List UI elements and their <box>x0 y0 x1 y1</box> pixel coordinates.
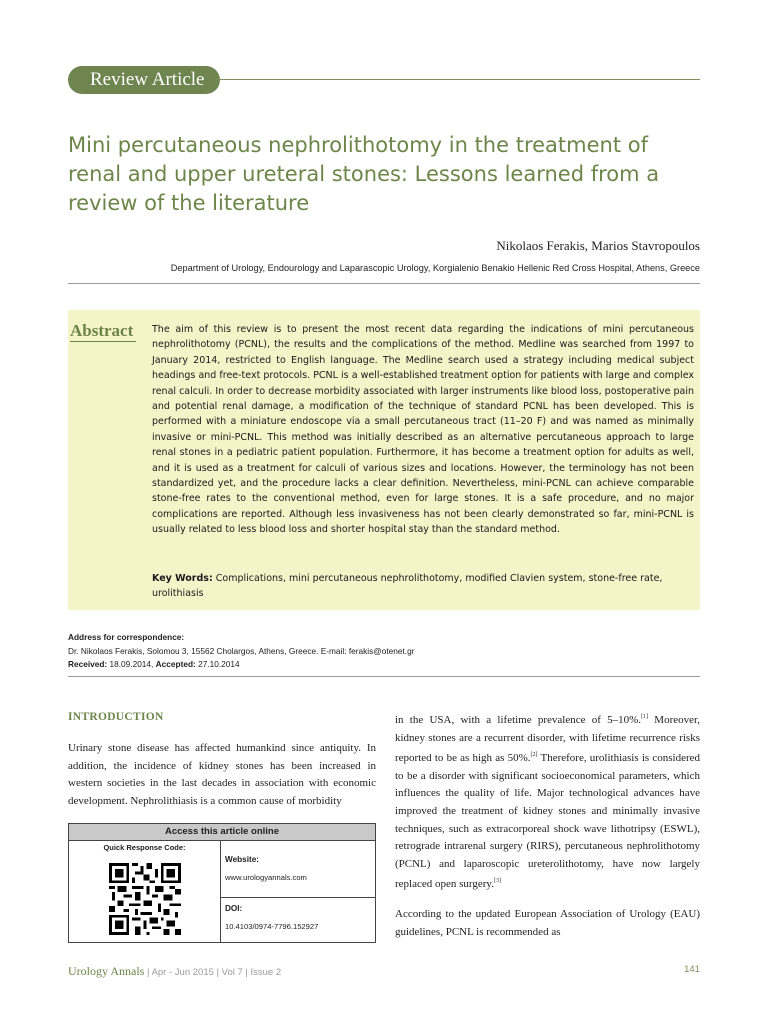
article-type-banner: Review Article <box>68 66 220 94</box>
correspondence <box>68 631 700 672</box>
citation[interactable]: [3] <box>493 878 501 885</box>
citation[interactable]: [2] <box>530 752 538 759</box>
banner-rule <box>216 79 700 80</box>
section-heading: INTRODUCTION <box>68 711 164 723</box>
received-date: 18.09.2014, <box>109 659 154 669</box>
text-span: Therefore, urolithiasis is considered to be a disorder with significant socioeconomical parameters, which influences the quality of life. Major technological advances have improved the treatment of kidney stones and minimally invasive techniques, such as extracorporeal shock wave lithotripsy (ESWL), retrograde intrarenal surgery (RIRS), percutaneous nephrolithotomy (PCNL) and laparoscopic ureterolithotomy, have now largely replaced open surgery. <box>395 752 700 891</box>
doi-label: DOI: <box>225 904 243 913</box>
qr-label: Quick Response Code: <box>103 843 186 852</box>
text-span: in the USA, with a lifetime prevalence of 5–10%. <box>395 714 642 726</box>
article-title: Mini percutaneous nephrolithotomy in the treatment of renal and upper ureteral stones: Lessons learned from a review of the literature <box>68 133 660 215</box>
accepted-label: Accepted: <box>155 659 196 669</box>
intro-column-right <box>395 709 700 941</box>
website-link[interactable]: www.urologyannals.com <box>225 873 307 882</box>
access-box-header: Access this article online <box>69 824 375 841</box>
intro-paragraph: According to the updated European Association of Urology (EAU) guidelines, PCNL is recommended as <box>395 907 700 938</box>
abstract-label: Abstract <box>70 321 134 340</box>
affiliation: Department of Urology, Endourology and Laparascopic Urology, Korgialenio Benakio Hellenic Red Cross Hospital, Athens, Greece <box>170 263 700 273</box>
keywords <box>152 571 694 602</box>
intro-paragraph <box>395 709 700 894</box>
correspondence-address: Dr. Nikolaos Ferakis, Solomou 3, 15562 Cholargos, Athens, Greece. E-mail: ferakis@otenet.gr <box>68 645 415 656</box>
divider <box>68 676 700 677</box>
qr-code-icon[interactable] <box>109 861 181 937</box>
accepted-date: 27.10.2014 <box>198 659 240 669</box>
qr-cell <box>69 841 221 942</box>
received-label: Received: <box>68 659 108 669</box>
keywords-label: Key Words: <box>152 573 213 584</box>
abstract-label-underline <box>70 341 136 342</box>
doi-cell <box>221 898 375 942</box>
access-article-box <box>68 823 376 943</box>
footer-journal <box>68 964 281 979</box>
text-span: Moreover, kidney stones are a recurrent disorder, with lifetime recurrence risks reported to be as high as 50%. <box>395 714 700 765</box>
doi-value[interactable]: 10.4103/0974-7796.152927 <box>225 922 319 931</box>
keywords-text: Complications, mini percutaneous nephrolithotomy, modified Clavien system, stone-free rate, urolithiasis <box>152 573 663 600</box>
issue-info: | Apr - Jun 2015 | Vol 7 | Issue 2 <box>146 967 282 978</box>
website-label: Website: <box>225 855 259 864</box>
journal-name: Urology Annals <box>68 964 145 978</box>
citation[interactable]: [1] <box>641 714 649 720</box>
divider <box>68 283 700 284</box>
page-number: 141 <box>684 964 700 975</box>
authors: Nikolaos Ferakis, Marios Stavropoulos <box>496 238 700 253</box>
correspondence-label: Address for correspondence: <box>68 632 185 642</box>
intro-paragraph-left: Urinary stone disease has affected humankind since antiquity. In addition, the incidence of kidney stones has been increased in western societies in the last decades in association with economic development. Nephrolithiasis is a common cause of morbidity <box>68 742 376 807</box>
abstract-text: The aim of this review is to present the most recent data regarding the indications of mini percutaneous nephrolithotomy (PCNL), the results and the complications of the method. Medline was searched from 1997 to January 2014, restricted to English language. The Medline search used a strategy including medical subject headings and free-text protocols. PCNL is a well-established treatment option for patients with large and complex renal calculi. In order to decrease morbidity associated with larger instruments like blood loss, postoperative pain and potential renal damage, a modification of the technique of standard PCNL has been developed. This is performed with a miniature endoscope via a small percutaneous tract (11–20 F) and was named as minimally invasive or mini-PCNL. This method was initially described as an alternative percutaneous approach to large renal stones in a pediatric patient population. Furthermore, it has become a treatment option for adults as well, and it is used as a treatment for calculi of various sizes and locations. However, the terminology has not been standardized yet, and the procedure lacks a clear definition. Nevertheless, mini-PCNL can achieve comparable stone-free rates to the conventional method, even for large stones. It is a safe procedure, and no major complications are reported. Although less invasiveness has not been clearly demonstrated so far, mini-PCNL is usually related to less blood loss and shorter hospital stay than the standard method. <box>152 324 694 536</box>
website-cell <box>221 841 375 898</box>
